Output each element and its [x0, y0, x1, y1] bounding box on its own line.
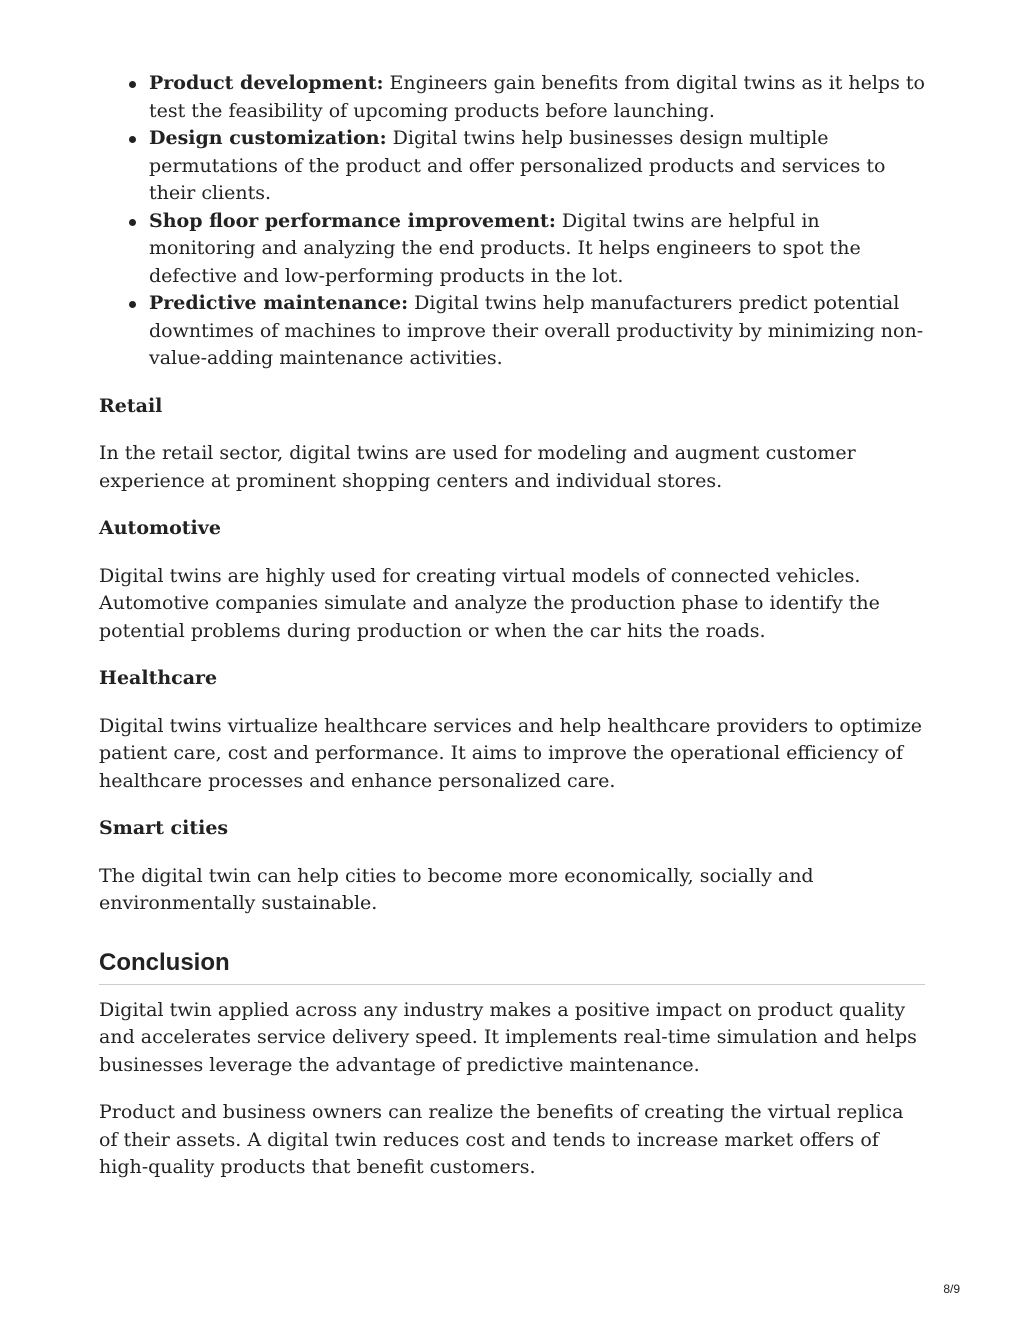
article-content: [99, 70, 925, 1182]
list-item-text: Engineers gain benefits from digital twins as it helps to test the feasibility of upcoming products before launching.: [149, 72, 925, 122]
section-heading-automotive: Automotive: [99, 517, 221, 539]
list-item: [149, 125, 925, 208]
section-heading-healthcare: Healthcare: [99, 667, 218, 689]
list-item: [149, 70, 925, 125]
list-item-text: Digital twins are helpful in monitoring and analyzing the end products. It helps engineers to spot the defective and low-performing products in the lot.: [149, 209, 861, 287]
section-heading-smart-cities: Smart cities: [99, 817, 229, 839]
section-text-automotive: Digital twins are highly used for creating virtual models of connected vehicles. Automotive companies simulate and analyze the production phase to identify the potential problems during production or when the car hits the roads.: [99, 564, 880, 642]
list-item-term: Product development:: [149, 72, 384, 94]
conclusion-heading: Conclusion: [99, 948, 925, 985]
list-item-term: Design customization:: [149, 127, 387, 149]
list-item-text: Digital twins help manufacturers predict potential downtimes of machines to improve their overall productivity by minimizing non-value-adding maintenance activities.: [149, 292, 924, 369]
list-item-term: Shop floor performance improvement:: [149, 209, 556, 232]
section-heading-retail: Retail: [99, 394, 163, 417]
list-item-text: Digital twins help businesses design multiple permutations of the product and offer personalized products and services to their clients.: [149, 127, 886, 204]
conclusion-paragraph-2: Product and business owners can realize the benefits of creating the virtual replica of their assets. A digital twin reduces cost and tends to increase market offers of high-quality products that benefit customers.: [99, 1101, 904, 1178]
section-text-retail: In the retail sector, digital twins are used for modeling and augment customer experience at prominent shopping centers and individual stores.: [99, 442, 856, 492]
list-item: [149, 290, 925, 373]
page-number: 8/9: [943, 1282, 960, 1296]
benefits-list: [99, 70, 925, 373]
list-item-term: Predictive maintenance:: [149, 292, 409, 314]
conclusion-paragraph-1: Digital twin applied across any industry makes a positive impact on product quality and accelerates service delivery speed. It implements real-time simulation and helps businesses leverage the advantage of predictive maintenance.: [99, 998, 917, 1076]
section-text-smart-cities: The digital twin can help cities to become more economically, socially and environmentally sustainable.: [99, 864, 814, 914]
section-text-healthcare: Digital twins virtualize healthcare services and help healthcare providers to optimize patient care, cost and performance. It aims to improve the operational efficiency of healthcare processes and enhance personalized care.: [99, 714, 922, 792]
list-item: [149, 208, 925, 291]
